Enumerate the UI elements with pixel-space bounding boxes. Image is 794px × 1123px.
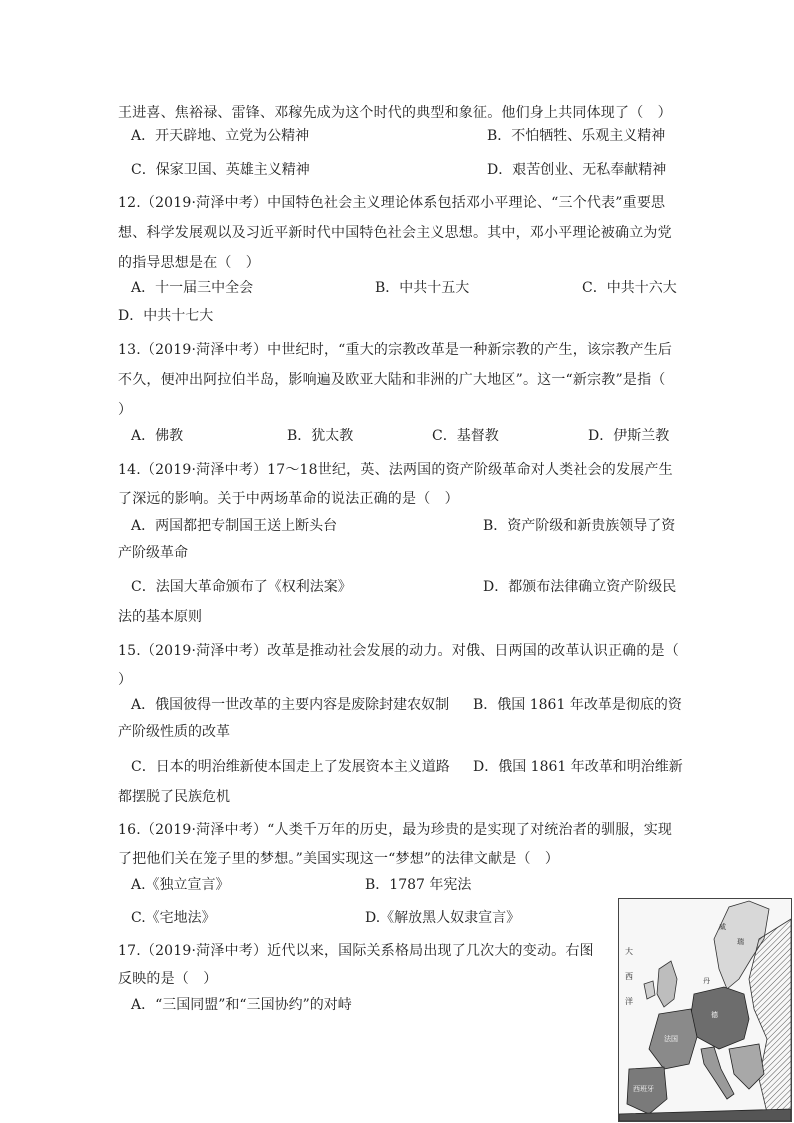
q14-line-1: 14.（2019·菏泽中考）17～18世纪，英、法两国的资产阶级革命对人类社会的发展产生 [118, 462, 673, 478]
map-label-dan: 丹 [703, 977, 710, 985]
map-label-rui: 瑞 [737, 938, 744, 946]
q17-line-1: 17.（2019·菏泽中考）近代以来，国际关系格局出现了几次大的变动。右图 [118, 943, 594, 959]
q14-line-2: 了深远的影响。关于中两场革命的说法正确的是（ ） [118, 491, 459, 507]
q12-line-1: 12.（2019·菏泽中考）中国特色社会主义理论体系包括邓小平理论、“三个代表”重要思 [118, 195, 666, 211]
q15-option-d[interactable]: D．俄国 1861 年改革和明治维新 [473, 759, 683, 775]
q13-line-3: ） [118, 402, 133, 418]
q14-option-d-cont: 法的基本原则 [118, 609, 202, 625]
q12-option-a[interactable]: A．十一届三中全会 [131, 280, 254, 296]
q12-line-2: 想、科学发展观以及习近平新时代中国特色社会主义思想。其中，邓小平理论被确立为党 [118, 225, 672, 241]
q14-option-d[interactable]: D．都颁布法律确立资产阶级民 [483, 579, 677, 595]
q14-option-b-cont: 产阶级革命 [118, 545, 188, 561]
q12-line-3: 的指导思想是在（ ） [118, 255, 260, 271]
q15-line-1: 15.（2019·菏泽中考）改革是推动社会发展的动力。对俄、日两国的改革认识正确的是（ [118, 643, 679, 659]
q11-option-c[interactable]: C．保家卫国、英雄主义精神 [131, 162, 310, 178]
q14-option-a[interactable]: A．两国都把专制国王送上断头台 [131, 518, 338, 534]
q13-option-b[interactable]: B．犹太教 [287, 428, 354, 444]
q13-line-2: 不久，便冲出阿拉伯半岛，影响遍及欧亚大陆和非洲的广大地区”。这一“新宗教”是指（ [118, 372, 666, 388]
q17-option-a[interactable]: A．“三国同盟”和“三国协约”的对峙 [131, 997, 352, 1013]
q16-option-a[interactable]: A.《独立宣言》 [131, 877, 230, 893]
q15-option-c[interactable]: C．日本的明治维新使本国走上了发展资本主义道路 [131, 759, 450, 775]
q16-option-b[interactable]: B．1787 年宪法 [365, 877, 472, 893]
q12-option-b[interactable]: B．中共十五大 [375, 280, 470, 296]
q15-option-d-cont: 都摆脱了民族危机 [118, 789, 230, 805]
q13-option-a[interactable]: A．佛教 [131, 428, 184, 444]
q16-option-d[interactable]: D.《解放黑人奴隶宣言》 [365, 910, 521, 926]
q13-line-1: 13.（2019·菏泽中考）中世纪时，“重大的宗教改革是一种新宗教的产生，该宗教产生后 [118, 342, 673, 358]
map-label-wei: 威 [719, 923, 726, 931]
q14-option-b[interactable]: B．资产阶级和新贵族领导了资 [483, 518, 676, 534]
q16-option-c[interactable]: C.《宅地法》 [131, 910, 216, 926]
q11-option-b[interactable]: B．不怕牺牲、乐观主义精神 [487, 128, 666, 144]
q12-option-d[interactable]: D．中共十七大 [118, 308, 214, 324]
map-label-france: 法国 [664, 1035, 678, 1043]
map-label-xi: 西 [625, 972, 633, 981]
q15-line-2: ） [118, 672, 133, 688]
q14-option-c[interactable]: C．法国大革命颁布了《权利法案》 [131, 579, 352, 595]
q11-option-a[interactable]: A．开天辟地、立党为公精神 [131, 128, 310, 144]
q15-option-b[interactable]: B．俄国 1861 年改革是彻底的资 [473, 697, 682, 713]
q13-option-c[interactable]: C．基督教 [432, 428, 499, 444]
q16-line-2: 了把他们关在笼子里的梦想。”美国实现这一“梦想”的法律文献是（ ） [118, 851, 560, 867]
europe-alliances-map [618, 898, 792, 1122]
q15-option-b-cont: 产阶级性质的改革 [118, 724, 230, 740]
map-label-da: 大 [625, 947, 633, 956]
q13-option-d[interactable]: D．伊斯兰教 [588, 428, 670, 444]
q12-option-c[interactable]: C．中共十六大 [582, 280, 677, 296]
q17-line-2: 反映的是（ ） [118, 971, 218, 987]
q16-line-1: 16.（2019·菏泽中考）“人类千万年的历史，最为珍贵的是实现了对统治者的驯服，实现 [118, 822, 673, 838]
q11-option-d[interactable]: D．艰苦创业、无私奉献精神 [487, 162, 667, 178]
map-label-de: 德 [711, 1011, 718, 1019]
map-label-spain: 西班牙 [633, 1085, 654, 1093]
map-label-yang: 洋 [625, 997, 633, 1006]
q11-stem: 王进喜、焦裕禄、雷锋、邓稼先成为这个时代的典型和象征。他们身上共同体现了（ ） [118, 105, 672, 121]
q15-option-a[interactable]: A．俄国彼得一世改革的主要内容是废除封建农奴制 [131, 697, 450, 713]
